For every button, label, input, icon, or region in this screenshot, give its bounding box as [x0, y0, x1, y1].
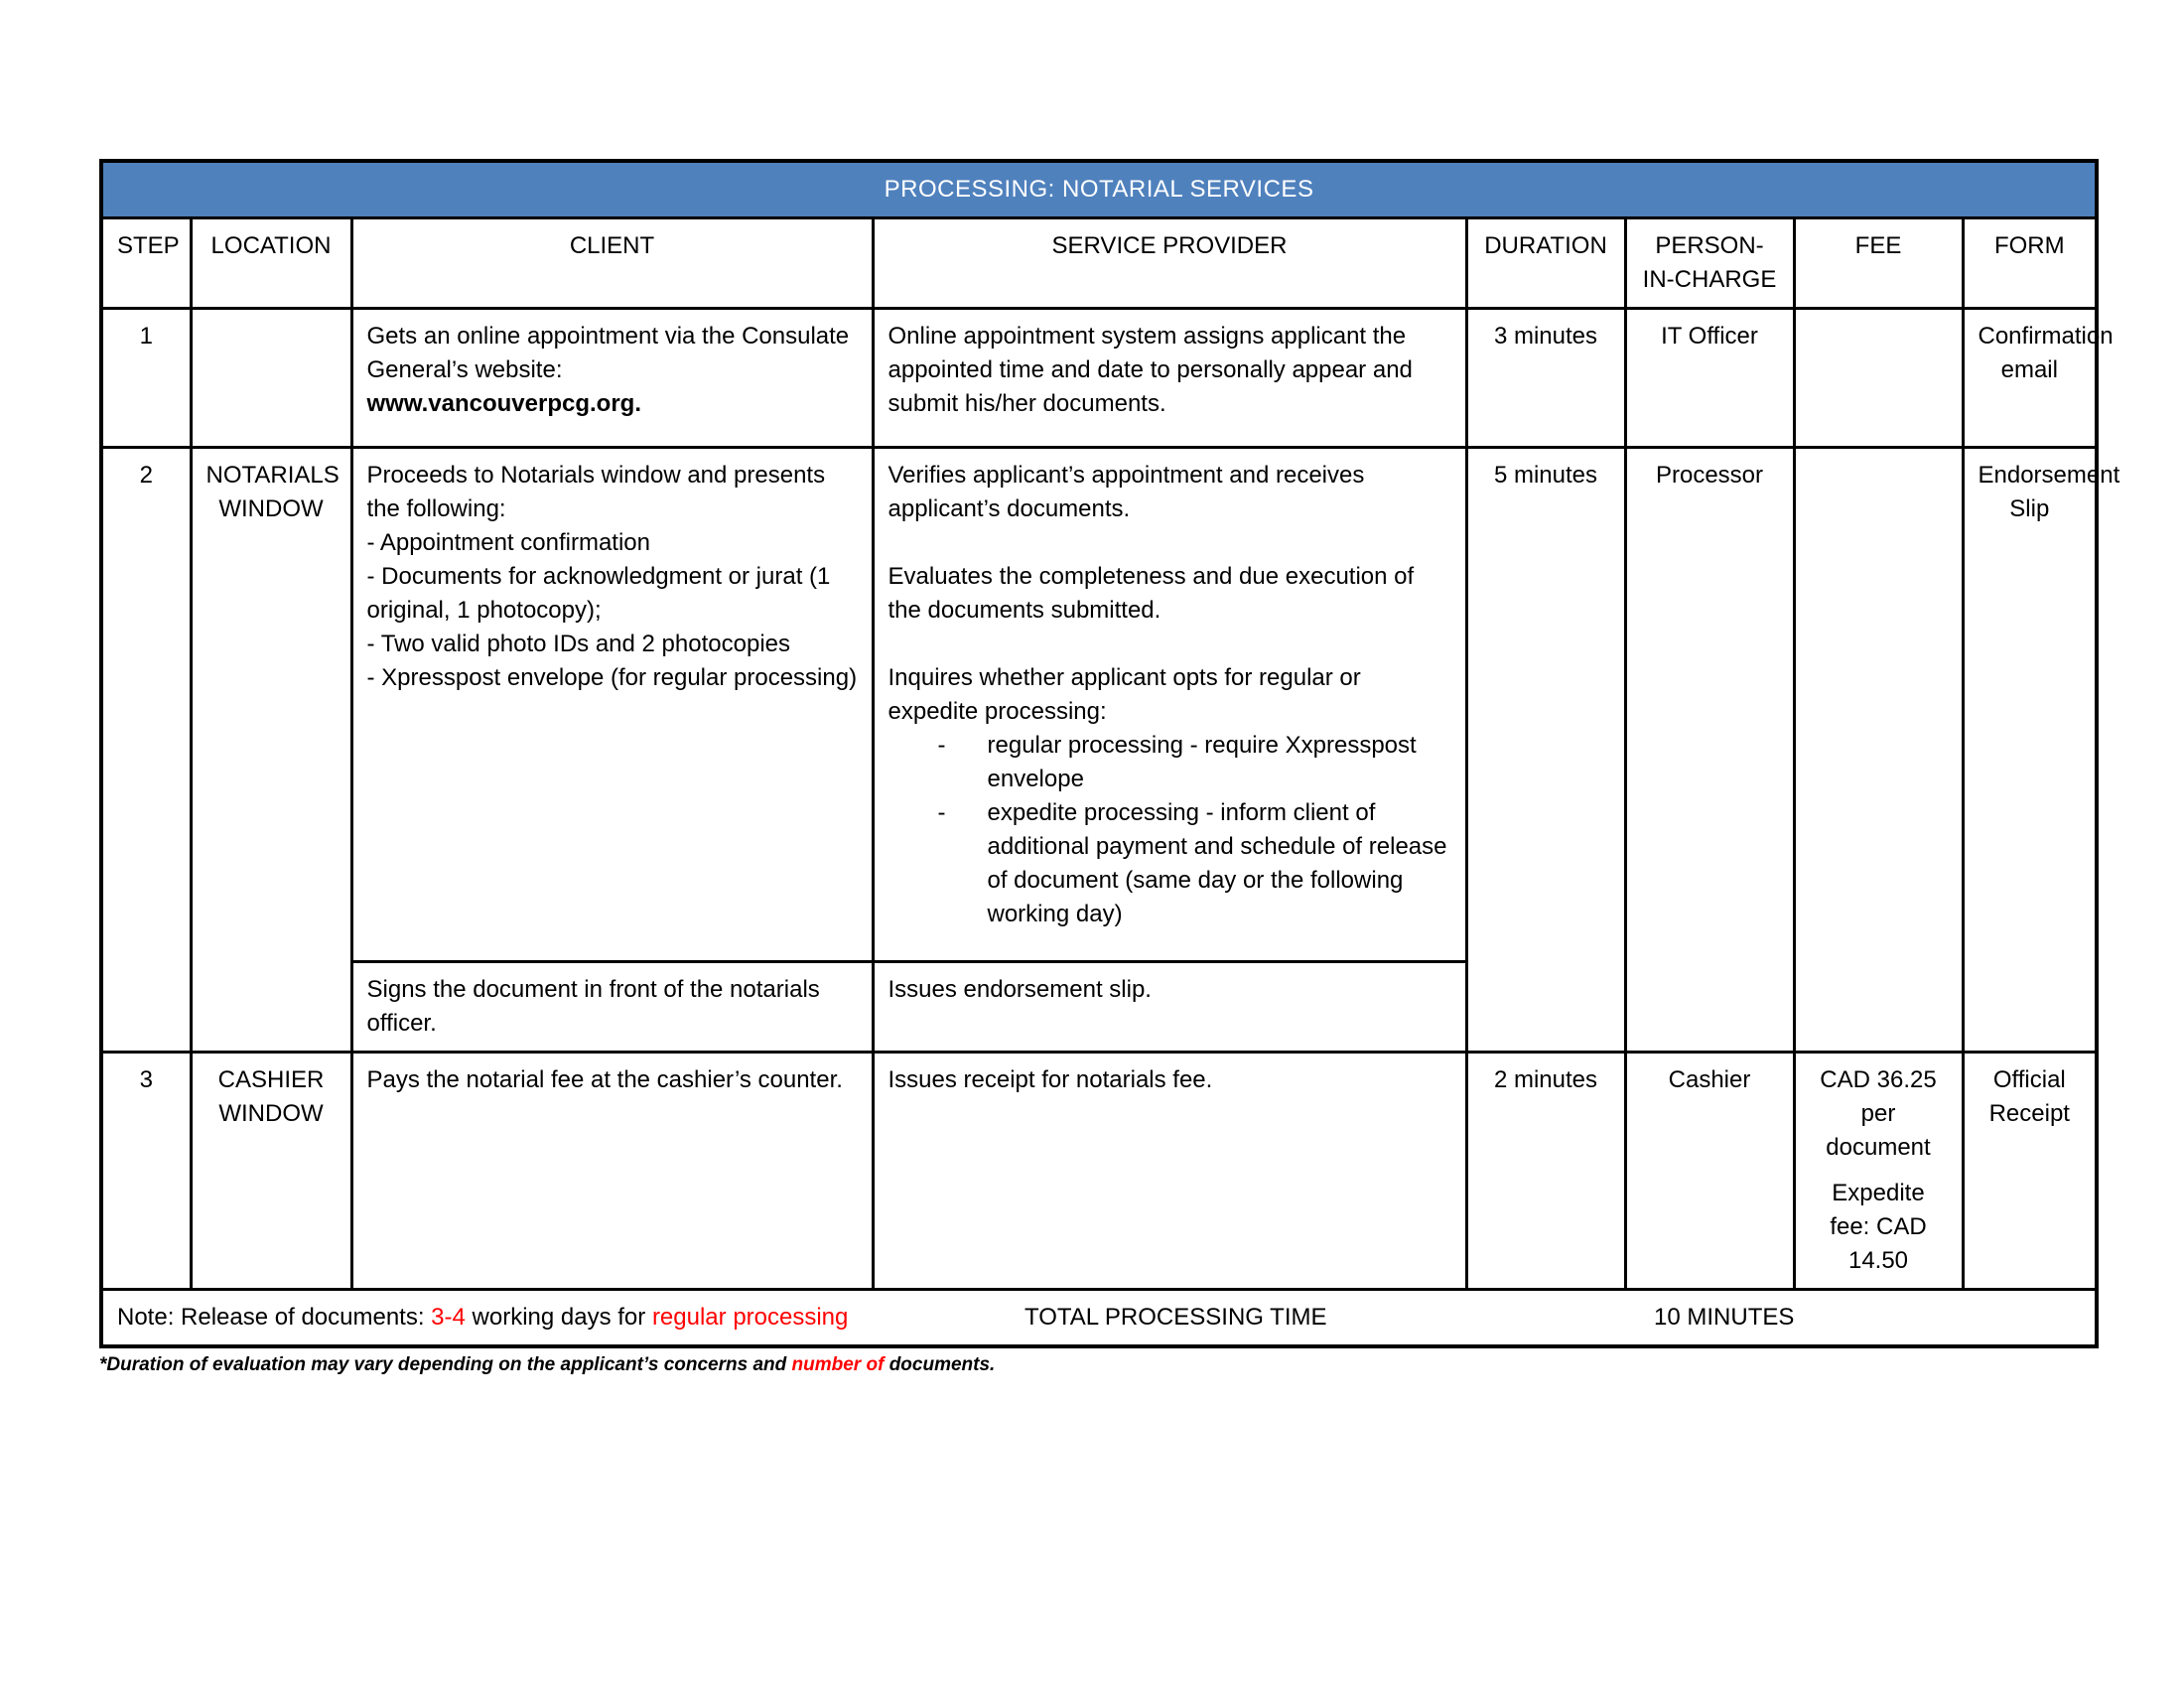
client-intro: Proceeds to Notarials window and presents the following:: [366, 462, 826, 522]
duration-cell: 3 minutes: [1466, 309, 1625, 448]
notarial-services-document: [99, 159, 2120, 1378]
total-processing-value: 10 MINUTES: [1654, 1304, 1795, 1331]
fee-expedite: Expedite fee: CAD 14.50: [1830, 1180, 1927, 1274]
client-cell: [351, 309, 873, 448]
client-item: - Documents for acknowledgment or jurat (1 original, 1 photocopy);: [366, 563, 831, 624]
processing-table: [99, 159, 2120, 1348]
table-title: PROCESSING: NOTARIAL SERVICES: [101, 161, 2097, 218]
release-note: [117, 1301, 848, 1335]
footnote-highlight: number of: [791, 1354, 885, 1375]
note-prefix: Note: Release of documents:: [117, 1304, 432, 1331]
client-item: - Two valid photo IDs and 2 photocopies: [366, 631, 790, 657]
footnote-prefix: *Duration of evaluation may vary depending on the applicant’s concerns and: [99, 1354, 792, 1375]
header-fee: FEE: [1794, 218, 1963, 309]
table-row-step-3: [101, 1053, 2097, 1290]
list-item: - expedite processing - inform client of additional payment and schedule of release of document (same day or the following working day): [988, 796, 1451, 931]
step-number: 3: [101, 1053, 191, 1290]
note-cell: [101, 1290, 2097, 1347]
provider-paragraph: Evaluates the completeness and due execution of the documents submitted.: [887, 563, 1415, 624]
provider-cell: [873, 448, 1466, 962]
person-cell: IT Officer: [1625, 309, 1794, 448]
client-cell: Pays the notarial fee at the cashier’s counter.: [351, 1053, 873, 1290]
person-cell: Processor: [1625, 448, 1794, 1053]
header-form: FORM: [1963, 218, 2097, 309]
client-cell: [351, 448, 873, 962]
table-row-step-1: [101, 309, 2097, 448]
header-service-provider: SERVICE PROVIDER: [873, 218, 1466, 309]
note-days: 3-4: [431, 1304, 466, 1331]
provider-paragraph: Inquires whether applicant opts for regular or expedite processing:: [887, 664, 1361, 725]
form-cell: Confirmation email: [1963, 309, 2097, 448]
person-cell: Cashier: [1625, 1053, 1794, 1290]
client-cell: Signs the document in front of the notarials officer.: [351, 962, 873, 1053]
header-row: [101, 218, 2097, 309]
header-step: STEP: [101, 218, 191, 309]
client-item: - Appointment confirmation: [366, 529, 650, 556]
title-row: [101, 161, 2097, 218]
total-processing-label: TOTAL PROCESSING TIME: [1024, 1304, 1327, 1331]
header-duration: DURATION: [1466, 218, 1625, 309]
client-text: Gets an online appointment via the Consulate General’s website:: [366, 323, 850, 383]
client-item: - Xpresspost envelope (for regular processing): [366, 664, 858, 691]
provider-cell: Online appointment system assigns applicant the appointed time and date to personally appear and submit his/her documents.: [873, 309, 1466, 448]
provider-cell: Issues receipt for notarials fee.: [873, 1053, 1466, 1290]
location-cell: [191, 309, 351, 448]
footnote: [99, 1352, 2095, 1378]
location-cell: NOTARIALS WINDOW: [191, 448, 351, 1053]
fee-cell: [1794, 309, 1963, 448]
footnote-suffix: documents.: [884, 1354, 996, 1375]
fee-cell: [1794, 448, 1963, 1053]
header-client: CLIENT: [351, 218, 873, 309]
form-cell: Endorsement Slip: [1963, 448, 2097, 1053]
processing-options-list: [888, 729, 1451, 931]
table-row-step-2: [101, 448, 2097, 962]
fee-main: CAD 36.25 per document: [1820, 1066, 1937, 1161]
header-location: LOCATION: [191, 218, 351, 309]
step-number: 1: [101, 309, 191, 448]
website-url: www.vancouverpcg.org.: [366, 390, 642, 417]
provider-cell: Issues endorsement slip.: [873, 962, 1466, 1053]
note-middle: working days for: [465, 1304, 652, 1331]
provider-paragraph: Verifies applicant’s appointment and receives applicant’s documents.: [887, 462, 1365, 522]
step-number: 2: [101, 448, 191, 1053]
form-cell: Official Receipt: [1963, 1053, 2097, 1290]
note-regular: regular processing: [651, 1304, 849, 1331]
duration-cell: 5 minutes: [1466, 448, 1625, 1053]
location-cell: CASHIER WINDOW: [191, 1053, 351, 1290]
fee-cell: [1794, 1053, 1963, 1290]
duration-cell: 2 minutes: [1466, 1053, 1625, 1290]
header-person-in-charge: PERSON-IN-CHARGE: [1625, 218, 1794, 309]
list-item: - regular processing - require Xxpresspost envelope: [988, 729, 1451, 796]
note-row: [101, 1290, 2097, 1347]
